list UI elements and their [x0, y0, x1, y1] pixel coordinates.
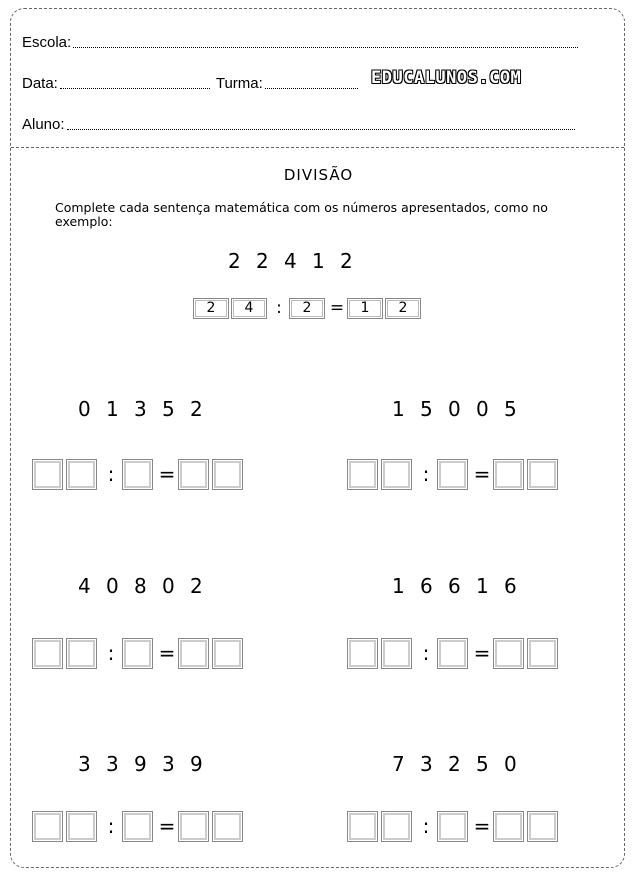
dividend-answer-box[interactable]: [381, 811, 412, 842]
problem-digit: 5: [476, 752, 489, 776]
example-digit: 1: [312, 249, 325, 273]
quotient-answer-box[interactable]: [493, 638, 524, 669]
quotient-answer-box[interactable]: [212, 459, 243, 490]
problem-digit: 6: [420, 574, 433, 598]
quotient-answer-box[interactable]: [493, 459, 524, 490]
problem-digits: [392, 397, 532, 421]
quotient-answer-box[interactable]: [493, 811, 524, 842]
page-title: DIVISÃO: [283, 166, 354, 184]
problem-digit: 3: [78, 752, 91, 776]
division-symbol: :: [422, 814, 430, 838]
problem-equation: [32, 635, 246, 671]
problem-digit: 0: [448, 397, 461, 421]
example-quotient-box: 2: [385, 298, 421, 319]
quotient-answer-box[interactable]: [527, 638, 558, 669]
equals-symbol: =: [158, 814, 176, 838]
divisor-answer-box[interactable]: [437, 811, 468, 842]
educalunos-logo: EDUCALUNOS.COM: [371, 68, 522, 88]
example-digit: 2: [340, 249, 353, 273]
problem-digit: 1: [476, 574, 489, 598]
problem-digit: 0: [476, 397, 489, 421]
problem-digit: 6: [448, 574, 461, 598]
problem-digit: 0: [162, 574, 175, 598]
example-digit: 2: [228, 249, 241, 273]
student-field[interactable]: [67, 128, 575, 130]
dividend-answer-box[interactable]: [66, 638, 97, 669]
problem-digit: 0: [504, 752, 517, 776]
dividend-answer-box[interactable]: [32, 638, 63, 669]
school-field[interactable]: [73, 46, 578, 48]
problem-digit: 2: [190, 397, 203, 421]
example-digit: 4: [284, 249, 297, 273]
problem-digit: 1: [106, 397, 119, 421]
school-label: Escola:: [22, 34, 72, 51]
problem-digit: 6: [504, 574, 517, 598]
divisor-answer-box[interactable]: [437, 459, 468, 490]
example-dividend-box: 2: [193, 298, 229, 319]
quotient-answer-box[interactable]: [178, 811, 209, 842]
date-label: Data:: [22, 75, 58, 92]
problem-digit: 5: [162, 397, 175, 421]
problem-digit: 5: [504, 397, 517, 421]
problem-digits: [392, 752, 532, 776]
problem-digit: 8: [134, 574, 147, 598]
problem-digits: [78, 397, 218, 421]
student-label: Aluno:: [22, 116, 65, 133]
quotient-answer-box[interactable]: [212, 638, 243, 669]
problem-equation: [32, 808, 246, 844]
problem-digits: [392, 574, 532, 598]
quotient-answer-box[interactable]: [527, 811, 558, 842]
date-line: [22, 75, 358, 92]
problem-equation: [347, 635, 561, 671]
equals-symbol: =: [473, 814, 491, 838]
problem-digit: 7: [392, 752, 405, 776]
dividend-answer-box[interactable]: [32, 459, 63, 490]
problem-digit: 0: [78, 397, 91, 421]
problem-digit: 5: [420, 397, 433, 421]
equals-symbol: =: [473, 641, 491, 665]
problem-digit: 1: [392, 574, 405, 598]
quotient-answer-box[interactable]: [178, 638, 209, 669]
header-divider: [11, 147, 624, 148]
example-digit: 2: [256, 249, 269, 273]
dividend-answer-box[interactable]: [347, 811, 378, 842]
quotient-answer-box[interactable]: [527, 459, 558, 490]
division-symbol: :: [422, 641, 430, 665]
example-digits: [228, 249, 368, 273]
quotient-answer-box[interactable]: [212, 811, 243, 842]
problem-digit: 2: [190, 574, 203, 598]
class-label: Turma:: [215, 75, 263, 92]
division-symbol: :: [107, 641, 115, 665]
problem-digit: 3: [420, 752, 433, 776]
school-line: [22, 34, 578, 51]
dividend-answer-box[interactable]: [347, 459, 378, 490]
problem-digit: 3: [162, 752, 175, 776]
division-symbol: :: [107, 462, 115, 486]
example-dividend-box: 4: [231, 298, 267, 319]
problem-equation: [347, 456, 561, 492]
dividend-answer-box[interactable]: [347, 638, 378, 669]
quotient-answer-box[interactable]: [178, 459, 209, 490]
class-field[interactable]: [265, 87, 358, 89]
problem-digits: [78, 752, 218, 776]
division-symbol: :: [107, 814, 115, 838]
student-line: [22, 116, 575, 133]
divisor-answer-box[interactable]: [122, 811, 153, 842]
problem-digit: 4: [78, 574, 91, 598]
dividend-answer-box[interactable]: [32, 811, 63, 842]
example-divisor-box: 2: [289, 298, 325, 319]
problem-digit: 1: [392, 397, 405, 421]
equals-symbol: =: [158, 641, 176, 665]
division-symbol: :: [276, 298, 282, 318]
problem-equation: [347, 808, 561, 844]
problem-equation: [32, 456, 246, 492]
divisor-answer-box[interactable]: [122, 638, 153, 669]
instructions: Complete cada sentença matemática com os números apresentados, como no exemplo:: [55, 200, 548, 229]
date-field[interactable]: [60, 87, 210, 89]
dividend-answer-box[interactable]: [381, 459, 412, 490]
problem-digit: 3: [106, 752, 119, 776]
problem-digit: 3: [134, 397, 147, 421]
problem-digit: 9: [134, 752, 147, 776]
dividend-answer-box[interactable]: [66, 459, 97, 490]
worksheet-border: [10, 8, 625, 868]
equals-symbol: =: [329, 298, 345, 318]
equals-symbol: =: [158, 462, 176, 486]
problem-digit: 2: [448, 752, 461, 776]
problem-digit: 0: [106, 574, 119, 598]
dividend-answer-box[interactable]: [381, 638, 412, 669]
problem-digits: [78, 574, 218, 598]
problem-digit: 9: [190, 752, 203, 776]
dividend-answer-box[interactable]: [66, 811, 97, 842]
division-symbol: :: [422, 462, 430, 486]
example-quotient-box: 1: [347, 298, 383, 319]
example-equation: [193, 294, 423, 322]
equals-symbol: =: [473, 462, 491, 486]
divisor-answer-box[interactable]: [122, 459, 153, 490]
divisor-answer-box[interactable]: [437, 638, 468, 669]
